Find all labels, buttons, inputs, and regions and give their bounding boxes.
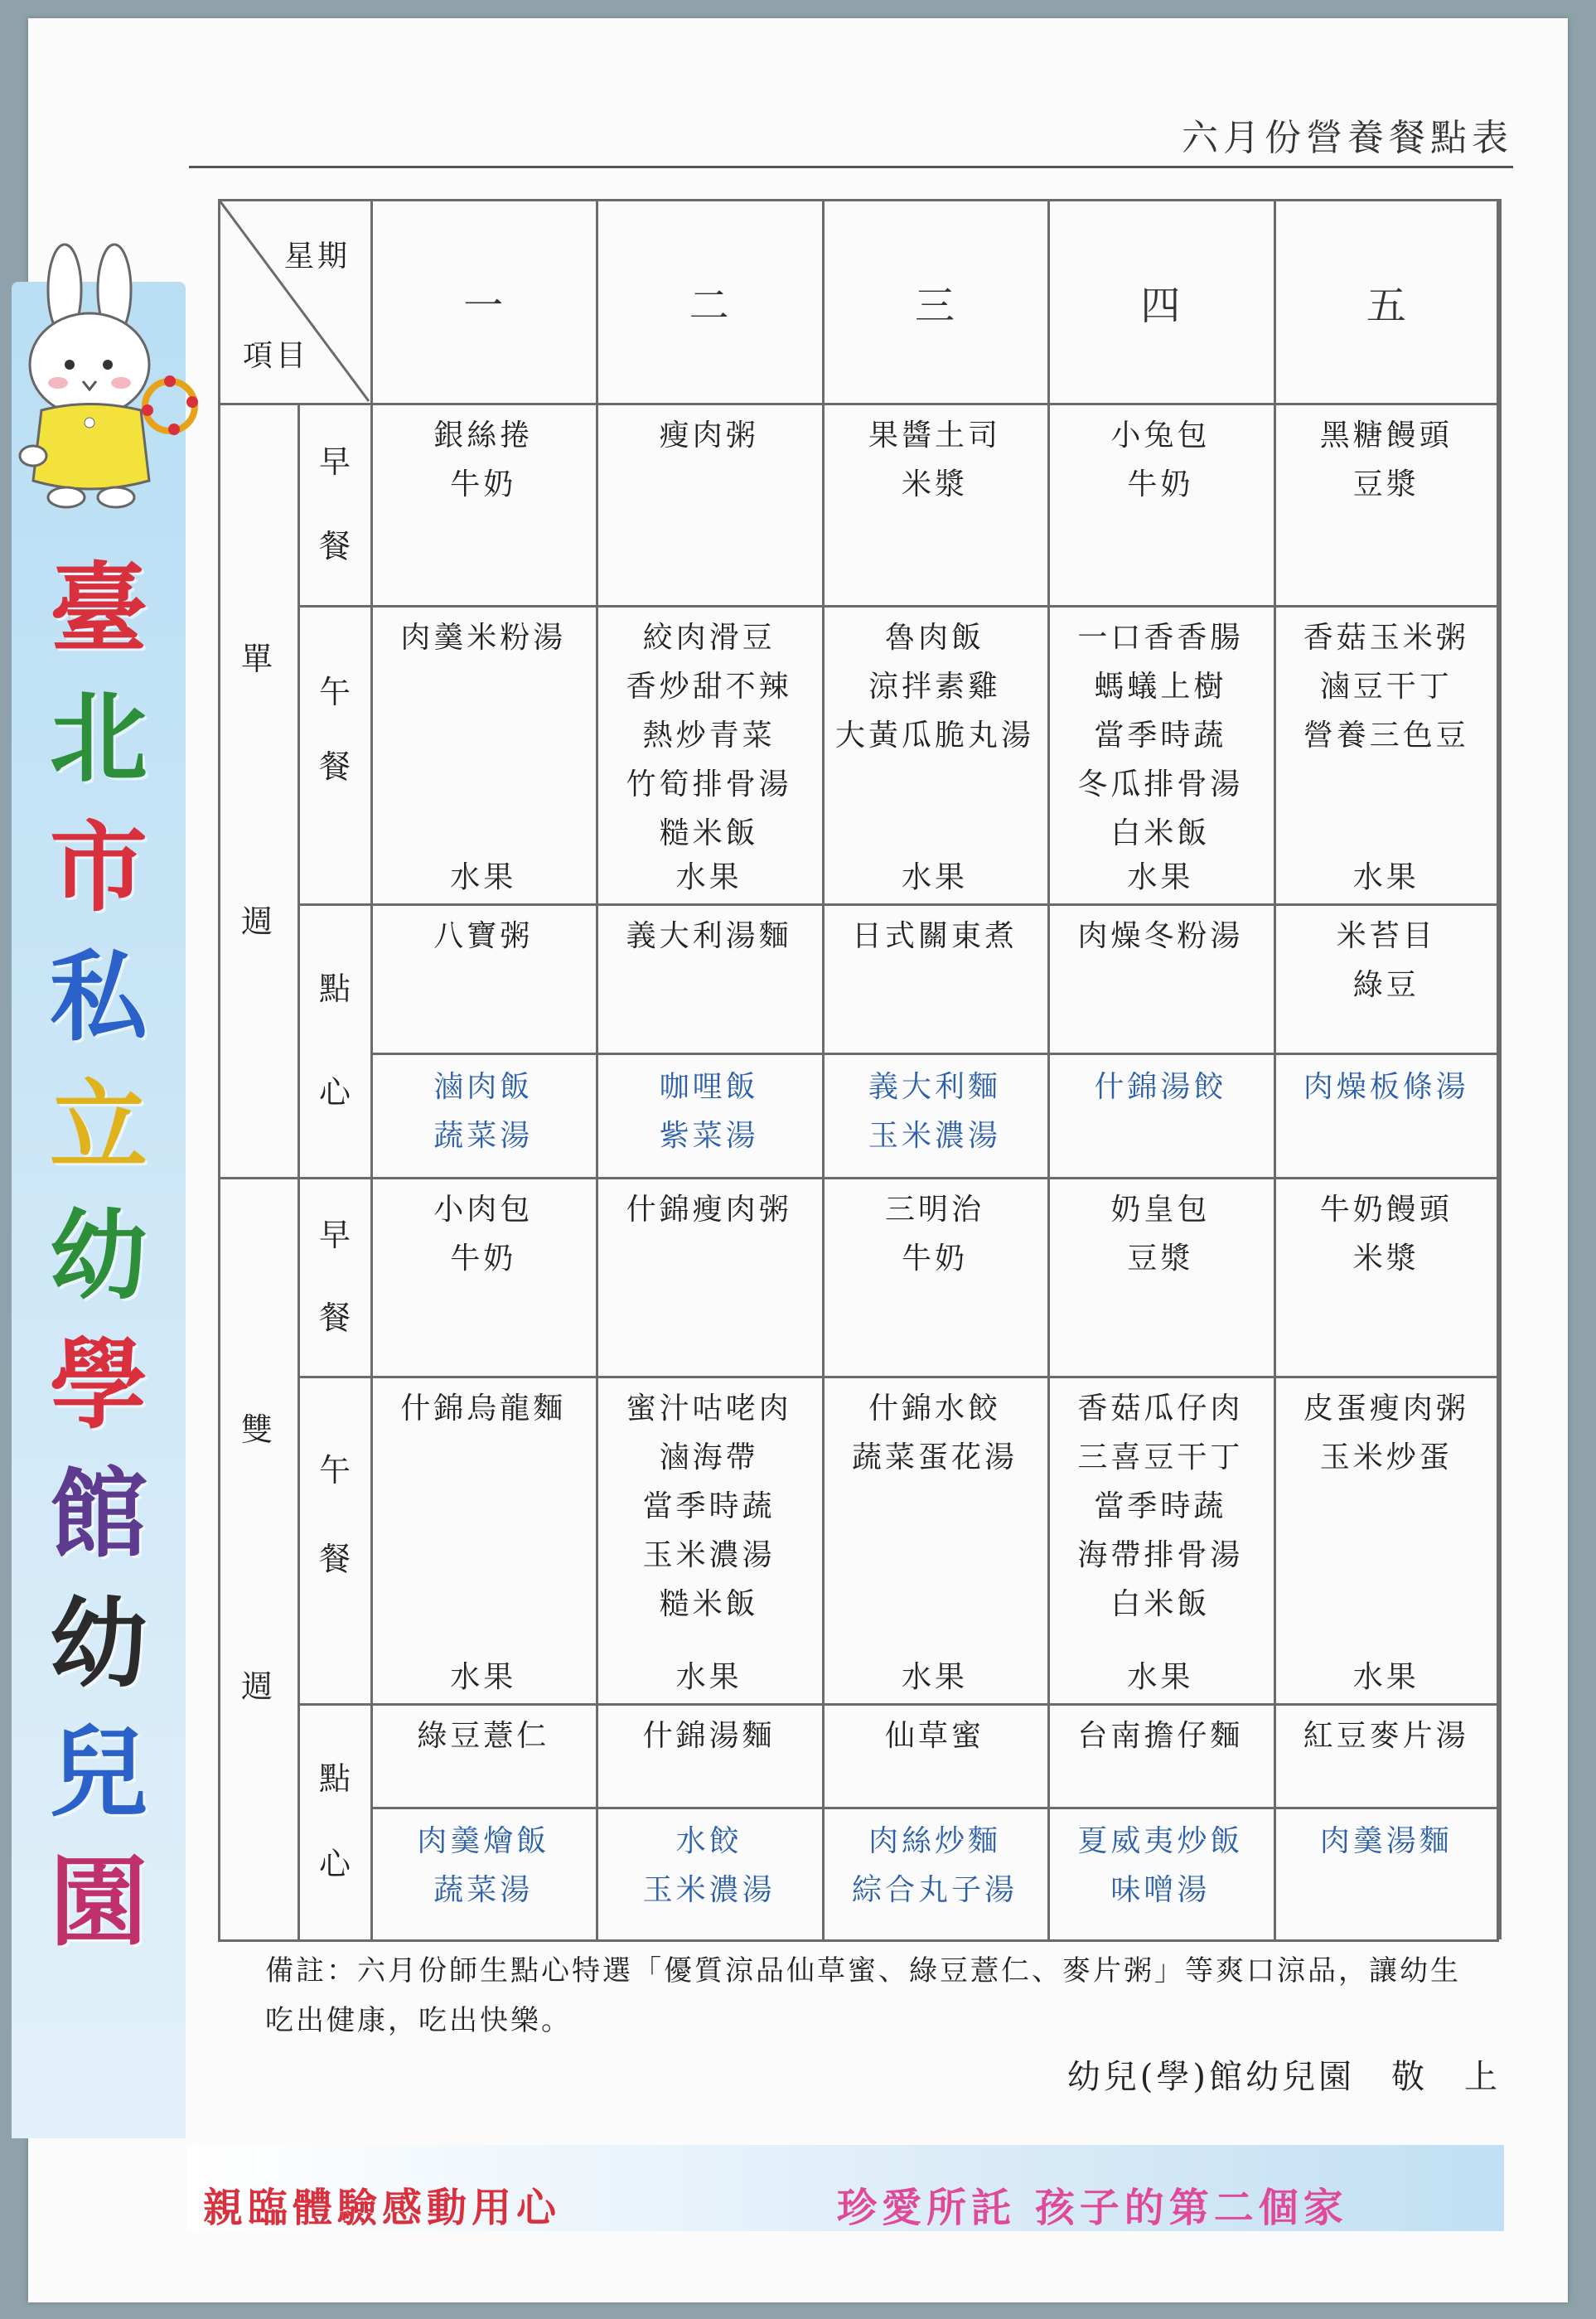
lunch-item: 什錦水餃 xyxy=(868,1392,1001,1426)
grid-line xyxy=(297,605,1499,608)
snack-item: 日式關東煮 xyxy=(851,919,1018,953)
afternoon-snack-item: 蔬菜湯 xyxy=(433,1119,534,1153)
week-label: 週 xyxy=(240,903,273,940)
snack-item: 綠豆 xyxy=(1352,968,1419,1002)
lunch-item: 大黃瓜脆丸湯 xyxy=(834,719,1034,753)
lunch-item: 香菇玉米粥 xyxy=(1303,621,1469,655)
day-header: 二 xyxy=(689,283,729,329)
lunch-item: 竹筍排骨湯 xyxy=(626,767,792,801)
lunch-item: 當季時蔬 xyxy=(1094,1489,1227,1523)
item-label-lunch: 餐 xyxy=(318,1541,351,1578)
breakfast-item: 豆漿 xyxy=(1352,467,1419,501)
afternoon-snack-item: 水餃 xyxy=(675,1824,742,1858)
grid-line xyxy=(218,199,220,1939)
school-name-char: 幼 xyxy=(49,1586,148,1701)
school-name-char: 幼 xyxy=(49,1198,148,1313)
snack-item: 綠豆薏仁 xyxy=(417,1719,550,1753)
footer-slogan-right: 珍愛所託 孩子的第二個家 xyxy=(837,2185,1348,2231)
grid-line xyxy=(297,403,300,1939)
grid-line xyxy=(218,1177,1499,1179)
breakfast-item: 三明治 xyxy=(884,1193,984,1227)
bunny-mascot-icon xyxy=(0,232,199,530)
lunch-item: 海帶排骨湯 xyxy=(1077,1538,1244,1572)
lunch-fruit: 水果 xyxy=(1127,860,1194,894)
lunch-item: 蔬菜蛋花湯 xyxy=(851,1440,1018,1474)
breakfast-item: 豆漿 xyxy=(1127,1242,1194,1276)
item-label-snack: 心 xyxy=(318,1845,351,1882)
breakfast-item: 瘦肉粥 xyxy=(659,419,759,453)
lunch-fruit: 水果 xyxy=(901,1660,968,1694)
lunch-fruit: 水果 xyxy=(450,1660,517,1694)
lunch-item: 玉米炒蛋 xyxy=(1319,1440,1453,1474)
lunch-item: 什錦烏龍麵 xyxy=(400,1392,567,1426)
lunch-fruit: 水果 xyxy=(1352,1660,1419,1694)
afternoon-snack-item: 義大利麵 xyxy=(868,1070,1001,1104)
school-name-char: 臺 xyxy=(49,552,148,666)
lunch-item: 肉羹米粉湯 xyxy=(400,621,567,655)
snack-item: 米苔目 xyxy=(1336,919,1436,953)
grid-line xyxy=(370,1807,1499,1809)
grid-line xyxy=(370,1053,1499,1055)
lunch-item: 糙米飯 xyxy=(659,816,759,850)
lunch-item: 玉米濃湯 xyxy=(642,1538,776,1572)
grid-line xyxy=(218,1939,1499,1942)
item-label-snack: 心 xyxy=(318,1073,351,1111)
school-name-char: 館 xyxy=(49,1457,148,1571)
afternoon-snack-item: 玉米濃湯 xyxy=(642,1873,776,1907)
breakfast-item: 牛奶 xyxy=(450,467,517,501)
item-label-breakfast: 早 xyxy=(318,443,351,480)
school-name-char: 市 xyxy=(49,811,148,925)
afternoon-snack-item: 夏威夷炒飯 xyxy=(1077,1824,1244,1858)
snack-item: 什錦湯麵 xyxy=(642,1719,776,1753)
corner-item-label: 項目 xyxy=(242,339,309,373)
grid-line xyxy=(297,1376,1499,1378)
lunch-item: 滷豆干丁 xyxy=(1319,670,1453,704)
afternoon-snack-item: 什錦湯餃 xyxy=(1094,1070,1227,1104)
breakfast-item: 牛奶 xyxy=(1127,467,1194,501)
lunch-fruit: 水果 xyxy=(1352,860,1419,894)
breakfast-item: 牛奶 xyxy=(450,1242,517,1276)
afternoon-snack-item: 蔬菜湯 xyxy=(433,1873,534,1907)
week-label: 單 xyxy=(240,640,273,677)
lunch-item: 三喜豆干丁 xyxy=(1077,1440,1244,1474)
item-label-breakfast: 早 xyxy=(318,1217,351,1253)
school-name-char: 北 xyxy=(49,681,148,796)
school-name-char: 私 xyxy=(49,940,148,1054)
item-label-breakfast: 餐 xyxy=(318,1300,351,1336)
lunch-item: 熱炒青菜 xyxy=(642,719,776,753)
grid-line xyxy=(297,903,1499,906)
school-name-char: 兒 xyxy=(49,1716,148,1830)
remark-note xyxy=(265,1946,1492,2045)
remark-line-1: 備註：六月份師生點心特選「優質涼品仙草蜜、綠豆薏仁、麥片粥」等爽口涼品，讓幼生 xyxy=(265,1954,1461,1987)
title-underline xyxy=(189,166,1513,168)
breakfast-item: 小兔包 xyxy=(1110,419,1211,453)
week-label: 週 xyxy=(240,1668,273,1705)
remark-line-2: 吃出健康，吃出快樂。 xyxy=(265,2004,572,2037)
item-label-lunch: 餐 xyxy=(318,748,351,785)
lunch-item: 營養三色豆 xyxy=(1303,719,1469,753)
lunch-fruit: 水果 xyxy=(450,860,517,894)
day-header: 五 xyxy=(1366,283,1406,329)
snack-item: 義大利湯麵 xyxy=(626,919,792,953)
lunch-item: 絞肉滑豆 xyxy=(642,621,776,655)
afternoon-snack-item: 紫菜湯 xyxy=(659,1119,759,1153)
lunch-item: 滷海帶 xyxy=(659,1440,759,1474)
item-label-snack: 點 xyxy=(318,970,351,1007)
grid-line xyxy=(218,199,1499,201)
breakfast-item: 什錦瘦肉粥 xyxy=(626,1193,792,1227)
item-label-snack: 點 xyxy=(318,1760,351,1798)
lunch-item: 當季時蔬 xyxy=(642,1489,776,1523)
week-label: 雙 xyxy=(240,1411,273,1448)
lunch-item: 白米飯 xyxy=(1110,816,1211,850)
snack-item: 仙草蜜 xyxy=(884,1719,984,1753)
school-name-char: 學 xyxy=(49,1328,148,1442)
day-header: 四 xyxy=(1140,283,1181,329)
lunch-fruit: 水果 xyxy=(675,1660,742,1694)
lunch-item: 當季時蔬 xyxy=(1094,719,1227,753)
item-label-lunch: 午 xyxy=(318,1451,351,1489)
lunch-item: 冬瓜排骨湯 xyxy=(1077,767,1244,801)
snack-item: 八寶粥 xyxy=(433,919,534,953)
meal-table xyxy=(218,199,1499,1939)
lunch-item: 蜜汁咕咾肉 xyxy=(626,1392,792,1426)
breakfast-item: 小肉包 xyxy=(433,1193,534,1227)
snack-item: 台南擔仔麵 xyxy=(1077,1719,1244,1753)
day-header: 三 xyxy=(914,283,955,329)
breakfast-item: 奶皇包 xyxy=(1110,1193,1211,1227)
lunch-item: 皮蛋瘦肉粥 xyxy=(1303,1392,1469,1426)
day-header: 一 xyxy=(463,283,504,329)
lunch-fruit: 水果 xyxy=(675,860,742,894)
grid-line xyxy=(297,1703,1499,1706)
lunch-item: 涼拌素雞 xyxy=(868,670,1001,704)
school-name-char: 園 xyxy=(49,1845,148,1959)
afternoon-snack-item: 玉米濃湯 xyxy=(868,1119,1001,1153)
item-label-breakfast: 餐 xyxy=(318,528,351,564)
school-name-char: 立 xyxy=(49,1069,148,1184)
afternoon-snack-item: 肉絲炒麵 xyxy=(868,1824,1001,1858)
footer-slogan-left: 親臨體驗感動用心 xyxy=(203,2185,562,2231)
afternoon-snack-item: 味噌湯 xyxy=(1110,1873,1211,1907)
item-label-lunch: 午 xyxy=(318,674,351,710)
afternoon-snack-item: 滷肉飯 xyxy=(433,1070,534,1104)
breakfast-item: 黑糖饅頭 xyxy=(1319,419,1453,453)
lunch-item: 螞蟻上樹 xyxy=(1094,670,1227,704)
breakfast-item: 牛奶饅頭 xyxy=(1319,1193,1453,1227)
breakfast-item: 果醬土司 xyxy=(868,419,1001,453)
snack-item: 肉燥冬粉湯 xyxy=(1077,919,1244,953)
afternoon-snack-item: 肉燥板條湯 xyxy=(1303,1070,1469,1104)
afternoon-snack-item: 綜合丸子湯 xyxy=(851,1873,1018,1907)
lunch-item: 糙米飯 xyxy=(659,1587,759,1621)
afternoon-snack-item: 咖哩飯 xyxy=(659,1070,759,1104)
lunch-item: 香炒甜不辣 xyxy=(626,670,792,704)
corner-weekday-label: 星期 xyxy=(283,240,351,274)
lunch-fruit: 水果 xyxy=(901,860,968,894)
grid-line xyxy=(1499,199,1502,1939)
breakfast-item: 米漿 xyxy=(901,467,968,501)
lunch-fruit: 水果 xyxy=(1127,1660,1194,1694)
lunch-item: 魯肉飯 xyxy=(884,621,984,655)
lunch-item: 一口香香腸 xyxy=(1077,621,1244,655)
afternoon-snack-item: 肉羹燴飯 xyxy=(417,1824,550,1858)
breakfast-item: 牛奶 xyxy=(901,1242,968,1276)
breakfast-item: 米漿 xyxy=(1352,1242,1419,1276)
signature: 幼兒(學)館幼兒園 敬 上 xyxy=(1066,2058,1501,2096)
snack-item: 紅豆麥片湯 xyxy=(1303,1719,1469,1753)
breakfast-item: 銀絲捲 xyxy=(433,419,534,453)
afternoon-snack-item: 肉羹湯麵 xyxy=(1319,1824,1453,1858)
grid-line xyxy=(218,403,1499,405)
lunch-item: 香菇瓜仔肉 xyxy=(1077,1392,1244,1426)
lunch-item: 白米飯 xyxy=(1110,1587,1211,1621)
page-title: 六月份營養餐點表 xyxy=(1182,117,1513,159)
